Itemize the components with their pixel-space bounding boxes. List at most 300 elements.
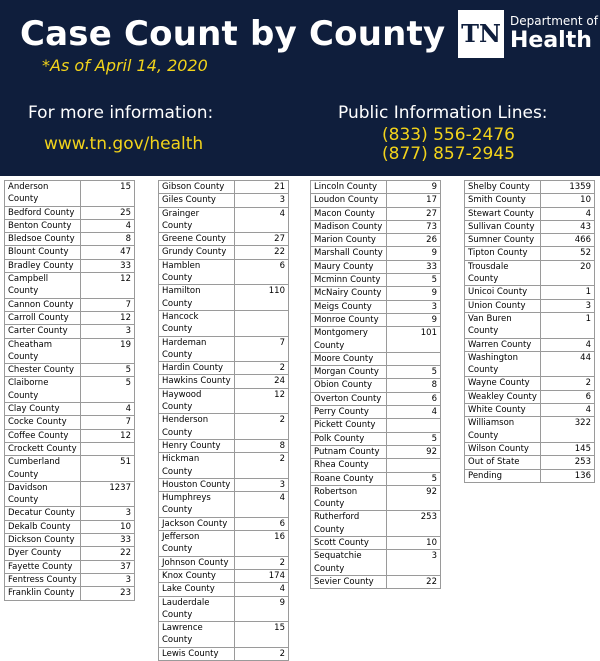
county-name-cell: Gibson County <box>159 181 235 194</box>
county-table-4 <box>464 180 595 483</box>
case-count-cell: 12 <box>81 273 135 299</box>
county-name-cell: Scott County <box>311 537 387 550</box>
county-name-cell: Grainger County <box>159 207 235 233</box>
county-name-cell: Knox County <box>159 569 235 582</box>
table-row <box>311 575 441 588</box>
case-count-cell: 322 <box>541 417 595 443</box>
case-count-cell <box>81 442 135 455</box>
county-name-cell: Tipton County <box>465 247 541 260</box>
table-row <box>159 414 289 440</box>
case-count-cell: 10 <box>541 194 595 207</box>
case-count-cell: 44 <box>541 351 595 377</box>
case-count-cell: 3 <box>235 194 289 207</box>
case-count-cell: 92 <box>387 445 441 458</box>
county-name-cell: Dickson County <box>5 534 81 547</box>
case-count-cell: 7 <box>235 336 289 362</box>
case-count-cell: 37 <box>81 560 135 573</box>
case-count-cell: 9 <box>387 313 441 326</box>
case-count-cell: 7 <box>81 298 135 311</box>
county-name-cell: Rutherford County <box>311 511 387 537</box>
table-row <box>159 310 289 336</box>
table-row <box>311 485 441 511</box>
table-row <box>159 478 289 491</box>
county-name-cell: Williamson County <box>465 417 541 443</box>
case-count-cell: 8 <box>235 439 289 452</box>
county-name-cell: Sequatchie County <box>311 550 387 576</box>
case-count-cell: 4 <box>541 207 595 220</box>
county-name-cell: Obion County <box>311 379 387 392</box>
county-name-cell: Rhea County <box>311 459 387 472</box>
county-name-cell: Mcminn County <box>311 274 387 287</box>
table-row <box>311 274 441 287</box>
table-row <box>311 550 441 576</box>
table-row <box>465 299 595 312</box>
case-count-cell: 2 <box>541 377 595 390</box>
case-count-cell: 23 <box>81 587 135 600</box>
county-name-cell: Benton County <box>5 219 81 232</box>
table-row <box>311 300 441 313</box>
table-row <box>311 260 441 273</box>
table-row <box>159 246 289 259</box>
county-name-cell: Fentress County <box>5 573 81 586</box>
phone-number[interactable]: (833) 556-2476 <box>382 125 515 145</box>
county-name-cell: Moore County <box>311 352 387 365</box>
phone-number[interactable]: (877) 857-2945 <box>382 144 515 164</box>
case-count-cell: 27 <box>235 233 289 246</box>
table-row <box>159 375 289 388</box>
county-name-cell: Perry County <box>311 406 387 419</box>
county-name-cell: Franklin County <box>5 587 81 600</box>
county-name-cell: Lincoln County <box>311 181 387 194</box>
county-name-cell: Sullivan County <box>465 220 541 233</box>
case-count-cell: 2 <box>235 362 289 375</box>
table-row <box>5 338 135 364</box>
table-row <box>465 181 595 194</box>
county-name-cell: Lawrence County <box>159 622 235 648</box>
county-name-cell: Haywood County <box>159 388 235 414</box>
county-name-cell: Hardeman County <box>159 336 235 362</box>
county-name-cell: Cumberland County <box>5 456 81 482</box>
county-name-cell: Humphreys County <box>159 492 235 518</box>
county-name-cell: Shelby County <box>465 181 541 194</box>
table-row <box>159 362 289 375</box>
table-row <box>465 312 595 338</box>
county-name-cell: Greene County <box>159 233 235 246</box>
table-row <box>465 247 595 260</box>
case-count-cell: 4 <box>235 583 289 596</box>
county-name-cell: Grundy County <box>159 246 235 259</box>
case-count-cell: 12 <box>235 388 289 414</box>
county-name-cell: Decatur County <box>5 507 81 520</box>
tn-logo-mark: TN <box>458 10 504 58</box>
county-name-cell: Bedford County <box>5 206 81 219</box>
case-count-cell: 174 <box>235 569 289 582</box>
table-row <box>159 569 289 582</box>
county-name-cell: Bledsoe County <box>5 233 81 246</box>
county-name-cell: Out of State <box>465 456 541 469</box>
case-count-cell: 2 <box>235 556 289 569</box>
table-row <box>311 392 441 405</box>
county-name-cell: Sumner County <box>465 234 541 247</box>
county-name-cell: Polk County <box>311 432 387 445</box>
table-row <box>159 194 289 207</box>
table-row <box>159 622 289 648</box>
case-count-cell: 4 <box>81 219 135 232</box>
county-name-cell: Pending <box>465 469 541 482</box>
table-row <box>159 517 289 530</box>
case-count-cell: 5 <box>81 364 135 377</box>
table-row <box>159 388 289 414</box>
county-tables <box>0 176 600 659</box>
case-count-cell: 101 <box>387 327 441 353</box>
table-row <box>311 459 441 472</box>
table-row <box>159 233 289 246</box>
case-count-cell: 7 <box>81 416 135 429</box>
case-count-cell: 47 <box>81 246 135 259</box>
case-count-cell: 4 <box>81 403 135 416</box>
table-row <box>311 406 441 419</box>
table-row <box>311 379 441 392</box>
case-count-cell <box>387 419 441 432</box>
table-row <box>159 285 289 311</box>
case-count-cell: 10 <box>387 537 441 550</box>
case-count-cell: 26 <box>387 234 441 247</box>
county-name-cell: Roane County <box>311 472 387 485</box>
county-name-cell: Dekalb County <box>5 520 81 533</box>
county-name-cell: Chester County <box>5 364 81 377</box>
more-info-link[interactable]: www.tn.gov/health <box>44 134 204 154</box>
county-name-cell: Van Buren County <box>465 312 541 338</box>
header-banner <box>0 0 600 176</box>
table-row <box>465 390 595 403</box>
case-count-cell: 4 <box>235 492 289 518</box>
county-name-cell: Loudon County <box>311 194 387 207</box>
county-name-cell: Crockett County <box>5 442 81 455</box>
county-name-cell: Montgomery County <box>311 327 387 353</box>
county-name-cell: Marion County <box>311 234 387 247</box>
table-row <box>311 207 441 220</box>
table-row <box>311 313 441 326</box>
table-row <box>5 429 135 442</box>
case-count-cell: 33 <box>387 260 441 273</box>
county-name-cell: Houston County <box>159 478 235 491</box>
table-row <box>5 547 135 560</box>
phone-list <box>382 126 515 164</box>
table-row <box>5 325 135 338</box>
case-count-cell <box>235 310 289 336</box>
case-count-cell: 110 <box>235 285 289 311</box>
tn-health-logo <box>458 10 598 66</box>
county-name-cell: Hardin County <box>159 362 235 375</box>
county-name-cell: Macon County <box>311 207 387 220</box>
case-count-cell: 145 <box>541 442 595 455</box>
county-name-cell: Weakley County <box>465 390 541 403</box>
table-row <box>465 260 595 286</box>
table-row <box>159 453 289 479</box>
case-count-cell: 16 <box>235 531 289 557</box>
case-count-cell: 6 <box>387 392 441 405</box>
table-row <box>159 492 289 518</box>
county-name-cell: Hamilton County <box>159 285 235 311</box>
table-row <box>311 366 441 379</box>
case-count-cell: 27 <box>387 207 441 220</box>
table-row <box>465 338 595 351</box>
table-row <box>311 445 441 458</box>
case-count-cell: 22 <box>81 547 135 560</box>
county-name-cell: Wayne County <box>465 377 541 390</box>
table-row <box>311 181 441 194</box>
county-name-cell: Meigs County <box>311 300 387 313</box>
case-count-cell: 92 <box>387 485 441 511</box>
table-row <box>311 511 441 537</box>
case-count-cell: 4 <box>387 406 441 419</box>
case-count-cell: 33 <box>81 259 135 272</box>
case-count-cell: 3 <box>81 573 135 586</box>
county-name-cell: Carter County <box>5 325 81 338</box>
case-count-cell <box>387 459 441 472</box>
case-count-cell: 51 <box>81 456 135 482</box>
county-name-cell: Warren County <box>465 338 541 351</box>
case-count-cell: 9 <box>387 287 441 300</box>
county-name-cell: Claiborne County <box>5 377 81 403</box>
county-name-cell: Hawkins County <box>159 375 235 388</box>
table-row <box>5 273 135 299</box>
case-count-cell: 1 <box>541 286 595 299</box>
case-count-cell: 1237 <box>81 481 135 507</box>
county-table-1 <box>4 180 135 601</box>
case-count-cell: 9 <box>387 247 441 260</box>
case-count-cell: 17 <box>387 194 441 207</box>
case-count-cell: 8 <box>81 233 135 246</box>
table-row <box>311 472 441 485</box>
table-row <box>311 327 441 353</box>
table-row <box>311 247 441 260</box>
case-count-cell: 4 <box>235 207 289 233</box>
county-name-cell: Lewis County <box>159 647 235 660</box>
case-count-cell: 466 <box>541 234 595 247</box>
case-count-cell: 52 <box>541 247 595 260</box>
case-count-cell: 24 <box>235 375 289 388</box>
table-row <box>5 233 135 246</box>
county-name-cell: Dyer County <box>5 547 81 560</box>
table-row <box>311 194 441 207</box>
table-row <box>5 507 135 520</box>
table-row <box>311 220 441 233</box>
table-row <box>5 298 135 311</box>
county-name-cell: Robertson County <box>311 485 387 511</box>
county-name-cell: Stewart County <box>465 207 541 220</box>
county-name-cell: Jackson County <box>159 517 235 530</box>
table-row <box>311 419 441 432</box>
table-row <box>5 456 135 482</box>
case-count-cell: 4 <box>541 404 595 417</box>
table-row <box>5 481 135 507</box>
case-count-cell: 3 <box>387 300 441 313</box>
county-name-cell: Overton County <box>311 392 387 405</box>
county-name-cell: Coffee County <box>5 429 81 442</box>
case-count-cell: 253 <box>541 456 595 469</box>
county-name-cell: Maury County <box>311 260 387 273</box>
county-name-cell: Morgan County <box>311 366 387 379</box>
table-row <box>465 286 595 299</box>
table-row <box>159 531 289 557</box>
case-count-cell: 1 <box>541 312 595 338</box>
table-row <box>311 352 441 365</box>
county-name-cell: Unicoi County <box>465 286 541 299</box>
table-row <box>159 181 289 194</box>
county-name-cell: Bradley County <box>5 259 81 272</box>
case-count-cell: 15 <box>235 622 289 648</box>
county-name-cell: Sevier County <box>311 575 387 588</box>
county-table-3 <box>310 180 441 589</box>
county-name-cell: Cannon County <box>5 298 81 311</box>
table-row <box>311 537 441 550</box>
table-row <box>311 432 441 445</box>
table-row <box>159 207 289 233</box>
table-row <box>159 259 289 285</box>
table-row <box>5 219 135 232</box>
case-count-cell: 6 <box>541 390 595 403</box>
case-count-cell: 6 <box>235 517 289 530</box>
case-count-cell: 4 <box>541 338 595 351</box>
table-row <box>5 587 135 600</box>
case-count-cell: 9 <box>235 596 289 622</box>
case-count-cell: 136 <box>541 469 595 482</box>
table-row <box>159 583 289 596</box>
logo-health-text: Health <box>510 28 592 53</box>
case-count-cell: 5 <box>387 472 441 485</box>
table-row <box>5 311 135 324</box>
county-name-cell: Pickett County <box>311 419 387 432</box>
table-row <box>5 364 135 377</box>
case-count-cell: 10 <box>81 520 135 533</box>
county-name-cell: Lake County <box>159 583 235 596</box>
county-name-cell: White County <box>465 404 541 417</box>
table-row <box>465 404 595 417</box>
table-row <box>465 377 595 390</box>
as-of-date: *As of April 14, 2020 <box>42 56 208 75</box>
county-name-cell: Monroe County <box>311 313 387 326</box>
case-count-cell: 20 <box>541 260 595 286</box>
county-name-cell: Fayette County <box>5 560 81 573</box>
county-name-cell: Union County <box>465 299 541 312</box>
case-count-cell: 12 <box>81 311 135 324</box>
county-name-cell: McNairy County <box>311 287 387 300</box>
case-count-cell: 2 <box>235 647 289 660</box>
county-name-cell: Hamblen County <box>159 259 235 285</box>
logo-department-text: Department of <box>510 14 598 28</box>
table-row <box>311 234 441 247</box>
table-row <box>465 417 595 443</box>
case-count-cell <box>387 352 441 365</box>
case-count-cell: 3 <box>387 550 441 576</box>
table-row <box>5 442 135 455</box>
table-row <box>465 234 595 247</box>
table-row <box>465 207 595 220</box>
case-count-cell: 12 <box>81 429 135 442</box>
county-name-cell: Cocke County <box>5 416 81 429</box>
table-row <box>465 442 595 455</box>
county-name-cell: Henry County <box>159 439 235 452</box>
county-name-cell: Washington County <box>465 351 541 377</box>
more-info-label: For more information: <box>28 103 214 123</box>
county-name-cell: Johnson County <box>159 556 235 569</box>
table-row <box>5 520 135 533</box>
county-name-cell: Wilson County <box>465 442 541 455</box>
table-row <box>311 287 441 300</box>
case-count-cell: 5 <box>387 432 441 445</box>
case-count-cell: 19 <box>81 338 135 364</box>
table-row <box>465 194 595 207</box>
county-name-cell: Carroll County <box>5 311 81 324</box>
case-count-cell: 8 <box>387 379 441 392</box>
county-name-cell: Putnam County <box>311 445 387 458</box>
table-row <box>5 416 135 429</box>
case-count-cell: 9 <box>387 181 441 194</box>
table-row <box>465 351 595 377</box>
county-name-cell: Campbell County <box>5 273 81 299</box>
case-count-cell: 2 <box>235 453 289 479</box>
table-row <box>5 206 135 219</box>
table-row <box>159 439 289 452</box>
case-count-cell: 2 <box>235 414 289 440</box>
case-count-cell: 33 <box>81 534 135 547</box>
table-row <box>465 469 595 482</box>
public-lines-label: Public Information Lines: <box>338 103 548 123</box>
case-count-cell: 3 <box>81 507 135 520</box>
county-name-cell: Clay County <box>5 403 81 416</box>
county-name-cell: Davidson County <box>5 481 81 507</box>
county-name-cell: Lauderdale County <box>159 596 235 622</box>
table-row <box>159 336 289 362</box>
county-name-cell: Hickman County <box>159 453 235 479</box>
case-count-cell: 6 <box>235 259 289 285</box>
case-count-cell: 3 <box>81 325 135 338</box>
case-count-cell: 22 <box>387 575 441 588</box>
case-count-cell: 253 <box>387 511 441 537</box>
county-name-cell: Smith County <box>465 194 541 207</box>
table-row <box>465 456 595 469</box>
county-name-cell: Cheatham County <box>5 338 81 364</box>
county-name-cell: Jefferson County <box>159 531 235 557</box>
county-name-cell: Henderson County <box>159 414 235 440</box>
case-count-cell: 5 <box>387 274 441 287</box>
table-row <box>159 556 289 569</box>
case-count-cell: 3 <box>235 478 289 491</box>
table-row <box>5 181 135 207</box>
case-count-cell: 3 <box>541 299 595 312</box>
county-name-cell: Madison County <box>311 220 387 233</box>
county-name-cell: Anderson County <box>5 181 81 207</box>
case-count-cell: 15 <box>81 181 135 207</box>
county-name-cell: Giles County <box>159 194 235 207</box>
table-row <box>5 246 135 259</box>
case-count-cell: 1359 <box>541 181 595 194</box>
county-name-cell: Marshall County <box>311 247 387 260</box>
table-row <box>5 534 135 547</box>
case-count-cell: 5 <box>387 366 441 379</box>
county-name-cell: Blount County <box>5 246 81 259</box>
county-name-cell: Trousdale County <box>465 260 541 286</box>
table-row <box>5 573 135 586</box>
case-count-cell: 21 <box>235 181 289 194</box>
table-row <box>5 560 135 573</box>
table-row <box>5 403 135 416</box>
county-table-2 <box>158 180 289 661</box>
case-count-cell: 43 <box>541 220 595 233</box>
case-count-cell: 5 <box>81 377 135 403</box>
table-row <box>159 647 289 660</box>
